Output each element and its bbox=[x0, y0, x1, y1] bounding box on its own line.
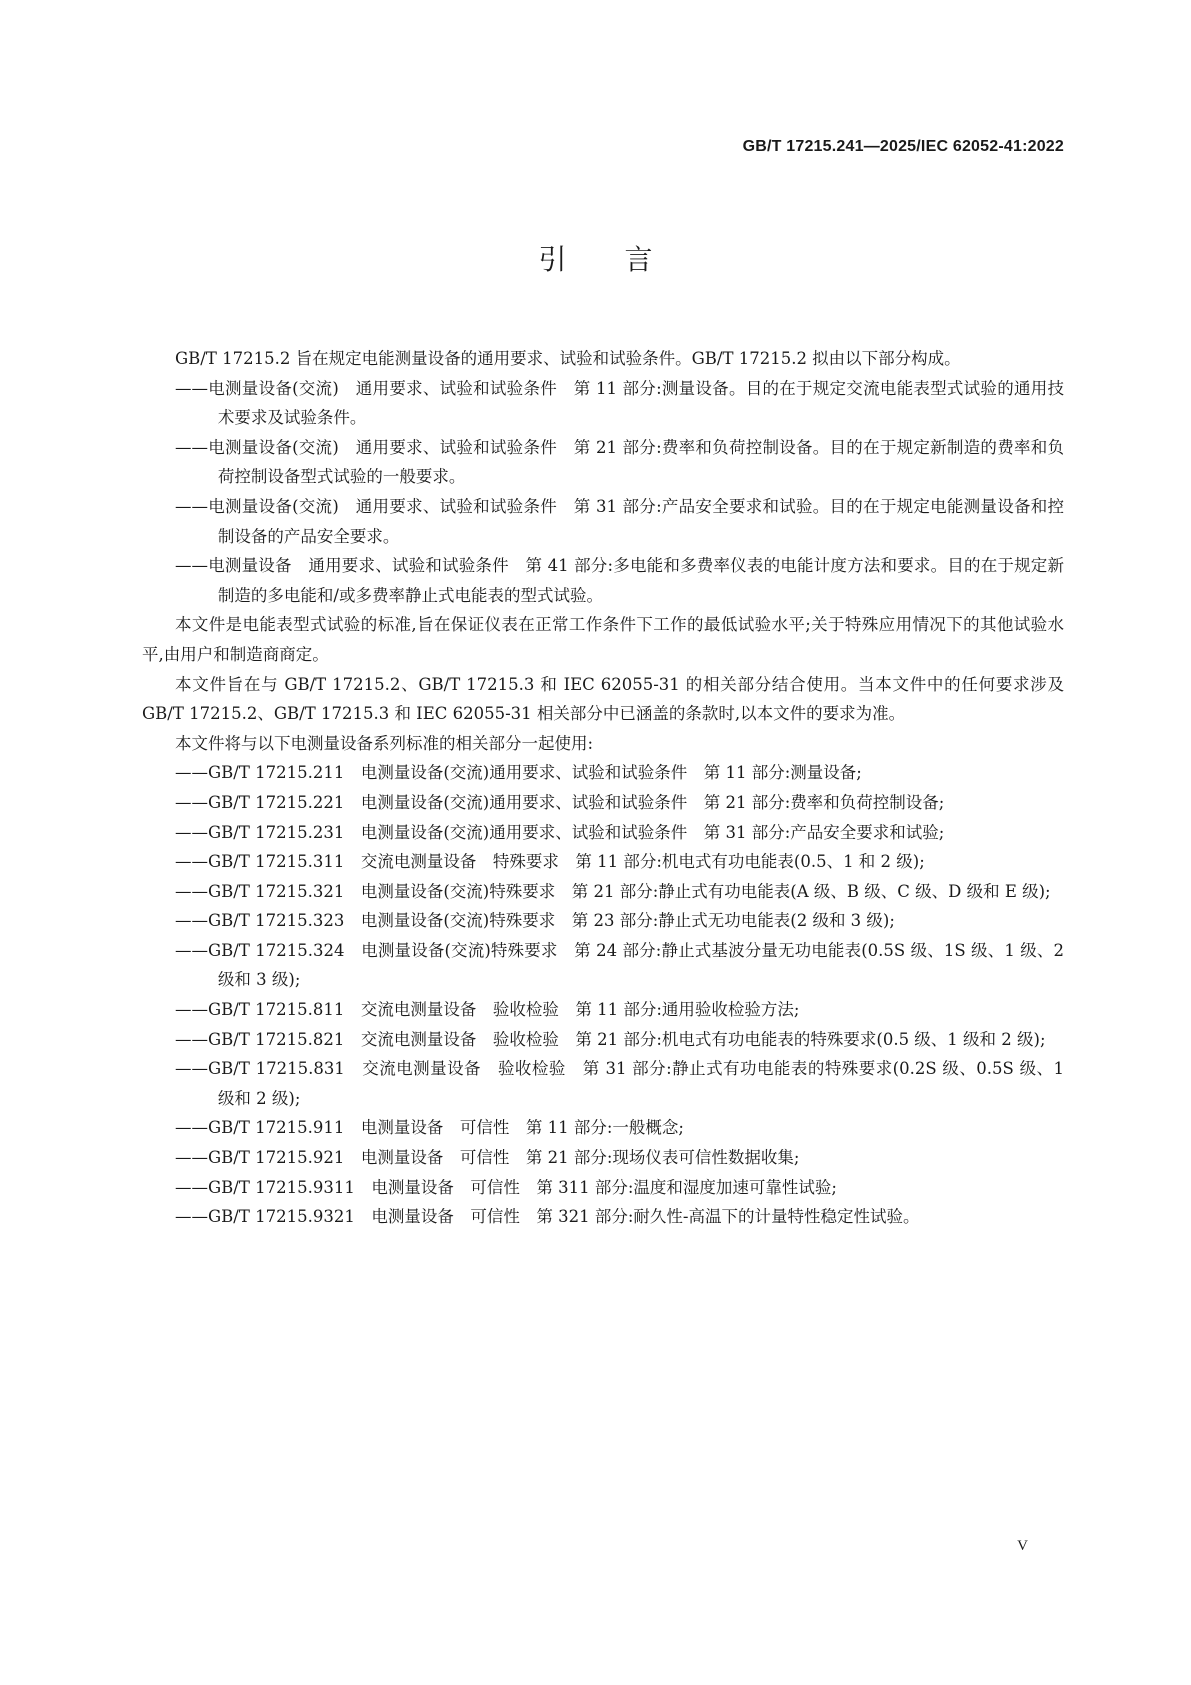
page-number: V bbox=[1017, 1538, 1028, 1554]
page-title: 引言 bbox=[538, 243, 711, 276]
series-intro-paragraph: 本文件将与以下电测量设备系列标准的相关部分一起使用: bbox=[175, 733, 594, 753]
series-list-item: ——GB/T 17215.821 交流电测量设备 验收检验 第 21 部分:机电式有功电能表的特殊要求(0.5 级、1 级和 2 级); bbox=[175, 1029, 1046, 1049]
series-list-item: ——GB/T 17215.811 交流电测量设备 验收检验 第 11 部分:通用验收检验方法; bbox=[175, 1000, 800, 1020]
document-body bbox=[142, 344, 1064, 1232]
series-list-item: ——GB/T 17215.231 电测量设备(交流)通用要求、试验和试验条件 第 31 部分:产品安全要求和试验; bbox=[175, 822, 945, 842]
intro-paragraph: GB/T 17215.2 旨在规定电能测量设备的通用要求、试验和试验条件。GB/T 17215.2 拟由以下部分构成。 bbox=[175, 349, 961, 368]
series-list-item: ——GB/T 17215.9311 电测量设备 可信性 第 311 部分:温度和湿度加速可靠性试验; bbox=[175, 1177, 837, 1197]
series-list-item: ——GB/T 17215.9321 电测量设备 可信性 第 321 部分:耐久性-高温下的计量特性稳定性试验。 bbox=[175, 1207, 920, 1227]
part-list-item: ——电测量设备(交流) 通用要求、试验和试验条件 第 31 部分:产品安全要求和试验。目的在于规定电能测量设备和控制设备的产品安全要求。 bbox=[175, 496, 1064, 546]
series-list-item: ——GB/T 17215.324 电测量设备(交流)特殊要求 第 24 部分:静止式基波分量无功电能表(0.5S 级、1S 级、1 级、2 级和 3 级); bbox=[175, 940, 1064, 990]
scope-paragraph: 本文件是电能表型式试验的标准,旨在保证仪表在正常工作条件下工作的最低试验水平;关于特殊应用情况下的其他试验水平,由用户和制造商商定。 bbox=[142, 615, 1064, 664]
series-list-item: ——GB/T 17215.211 电测量设备(交流)通用要求、试验和试验条件 第 11 部分:测量设备; bbox=[175, 763, 862, 783]
part-list-item: ——电测量设备 通用要求、试验和试验条件 第 41 部分:多电能和多费率仪表的电能计度方法和要求。目的在于规定新制造的多电能和/或多费率静止式电能表的型式试验。 bbox=[175, 556, 1064, 605]
series-list-item: ——GB/T 17215.831 交流电测量设备 验收检验 第 31 部分:静止式有功电能表的特殊要求(0.2S 级、0.5S 级、1 级和 2 级); bbox=[175, 1059, 1064, 1108]
usage-paragraph: 本文件旨在与 GB/T 17215.2、GB/T 17215.3 和 IEC 62055-31 的相关部分结合使用。当本文件中的任何要求涉及 GB/T 17215.2、GB/T 17215.3 和 IEC 62055-31 相关部分中已涵盖的条款时,以本文件的要求为准。 bbox=[142, 674, 1064, 724]
series-list-item: ——GB/T 17215.911 电测量设备 可信性 第 11 部分:一般概念; bbox=[175, 1118, 684, 1138]
standard-code: GB/T 17215.241—2025/IEC 62052-41:2022 bbox=[742, 138, 1064, 155]
series-list-item: ——GB/T 17215.221 电测量设备(交流)通用要求、试验和试验条件 第 21 部分:费率和负荷控制设备; bbox=[175, 792, 945, 812]
series-list-item: ——GB/T 17215.323 电测量设备(交流)特殊要求 第 23 部分:静止式无功电能表(2 级和 3 级); bbox=[175, 911, 895, 931]
series-list-item: ——GB/T 17215.921 电测量设备 可信性 第 21 部分:现场仪表可信性数据收集; bbox=[175, 1148, 800, 1168]
part-list-item: ——电测量设备(交流) 通用要求、试验和试验条件 第 21 部分:费率和负荷控制设备。目的在于规定新制造的费率和负荷控制设备型式试验的一般要求。 bbox=[175, 437, 1064, 487]
series-list-item: ——GB/T 17215.311 交流电测量设备 特殊要求 第 11 部分:机电式有功电能表(0.5、1 和 2 级); bbox=[175, 852, 925, 872]
series-list-item: ——GB/T 17215.321 电测量设备(交流)特殊要求 第 21 部分:静止式有功电能表(A 级、B 级、C 级、D 级和 E 级); bbox=[175, 881, 1051, 901]
part-list-item: ——电测量设备(交流) 通用要求、试验和试验条件 第 11 部分:测量设备。目的在于规定交流电能表型式试验的通用技术要求及试验条件。 bbox=[175, 378, 1064, 428]
